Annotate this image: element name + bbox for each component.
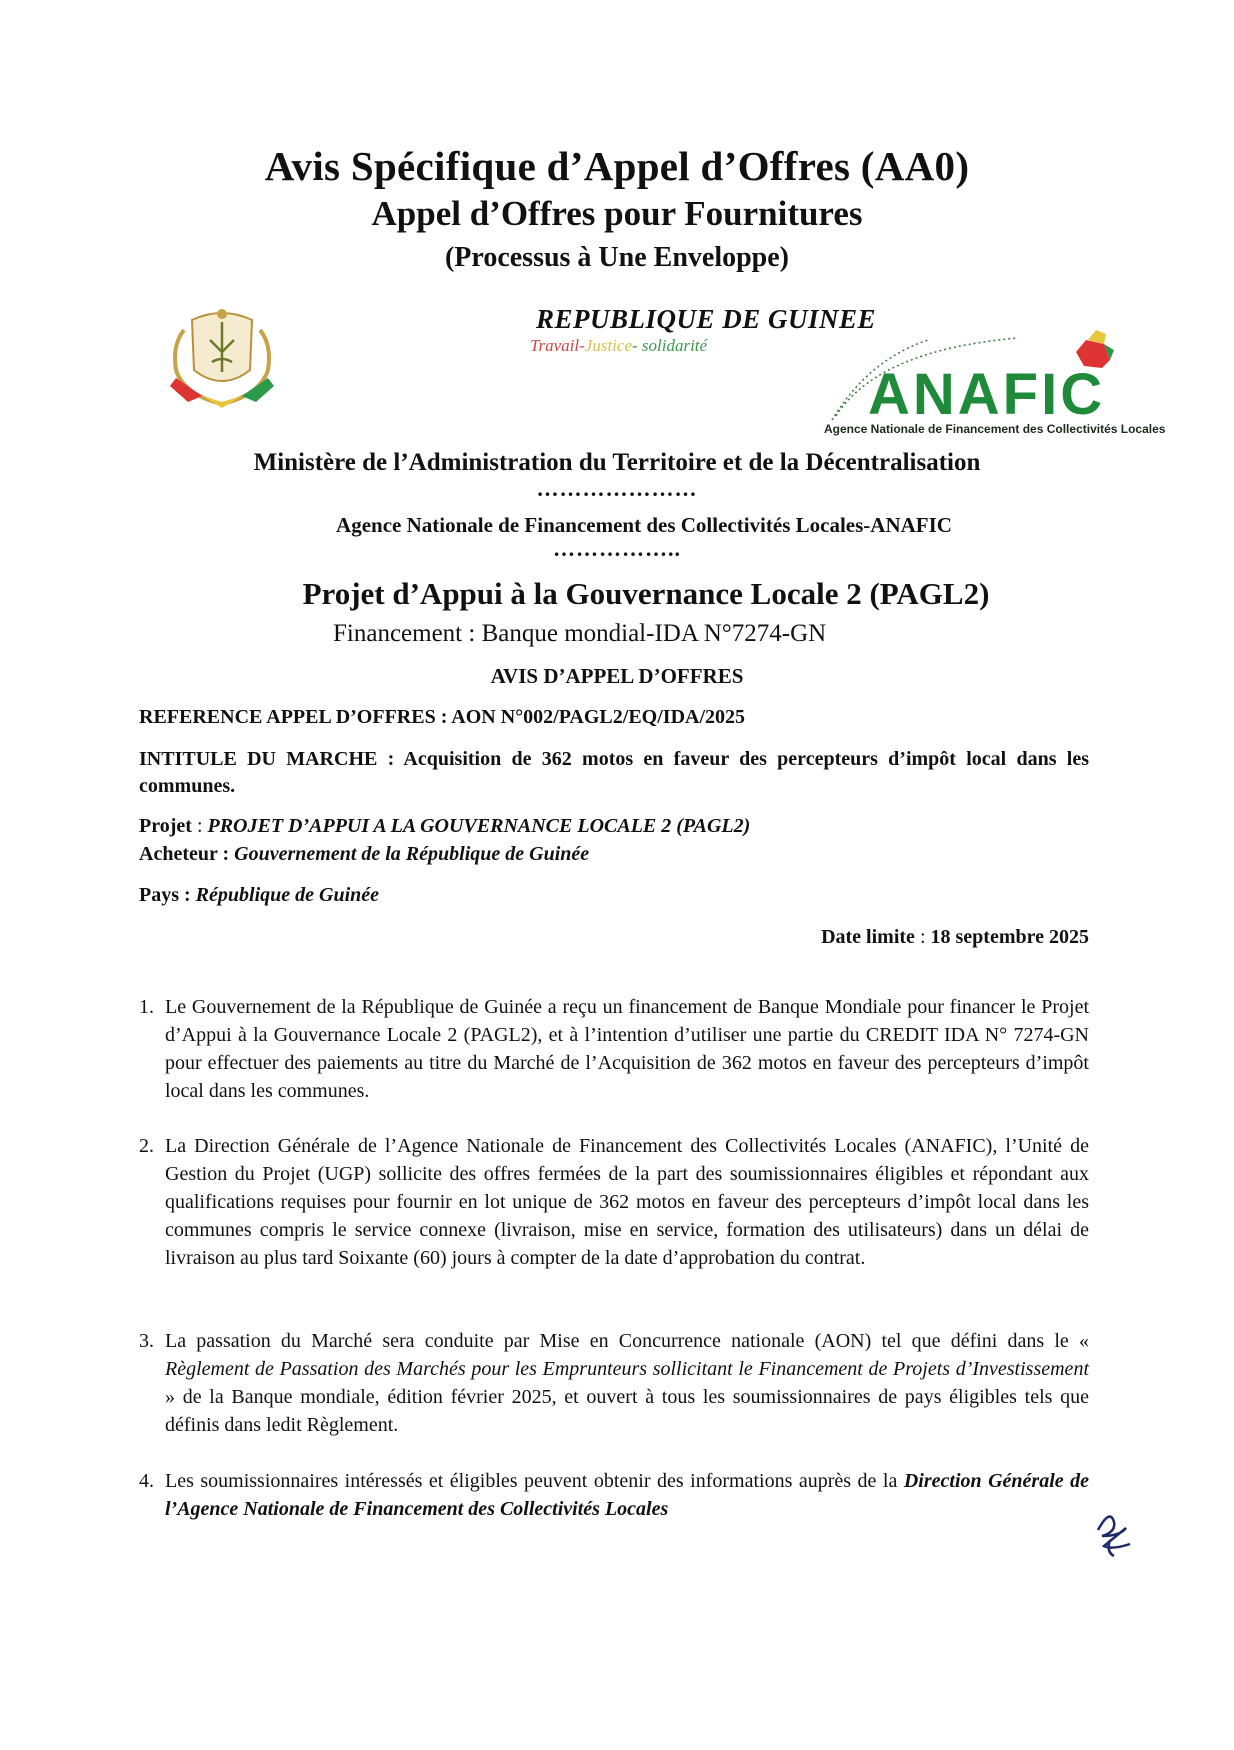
country-value: République de Guinée xyxy=(195,884,380,906)
document-subtitle: Appel d’Offres pour Fournitures xyxy=(371,194,863,233)
project-line xyxy=(139,815,750,838)
deadline-sep: : xyxy=(914,926,931,948)
regulation-title: Règlement de Passation des Marchés pour les Emprunteurs sollicitant le Financement de Projets d’Investissement xyxy=(165,1358,1089,1380)
deadline-value: 18 septembre 2025 xyxy=(930,926,1089,948)
paragraph-1 xyxy=(139,993,1089,1105)
agency-name: Agence Nationale de Financement des Collectivités Locales-ANAFIC xyxy=(336,513,952,537)
process-type: (Processus à Une Enveloppe) xyxy=(444,242,790,273)
project-label: Projet xyxy=(139,815,192,837)
project-value: PROJET D’APPUI A LA GOUVERNANCE LOCALE 2 (PAGL2) xyxy=(207,815,751,837)
project-title: Projet d’Appui à la Gouvernance Locale 2 (PAGL2) xyxy=(302,576,990,611)
country-label: Pays : xyxy=(139,884,196,906)
republic-motto xyxy=(530,336,707,356)
paragraph-2 xyxy=(139,1132,1089,1272)
paragraph-text-part: Les soumissionnaires intéressés et éligibles peuvent obtenir des informations auprès de la xyxy=(165,1470,904,1492)
paragraph-text xyxy=(165,1467,1089,1523)
tender-reference: REFERENCE APPEL D’OFFRES : AON N°002/PAGL2/EQ/IDA/2025 xyxy=(139,706,746,728)
guinea-coat-of-arms-icon xyxy=(162,300,282,412)
deadline-label: Date limite xyxy=(821,926,915,948)
motto-solidarite: - solidarité xyxy=(632,336,708,355)
contract-title: INTITULE DU MARCHE : Acquisition de 362 motos en faveur des percepteurs d’impôt local dans les communes. xyxy=(139,748,1089,797)
anafic-logo xyxy=(818,320,1170,434)
paragraph-text-part: » de la Banque mondiale, édition février 2025, et ouvert à tous les soumissionnaires de pays éligibles tels que définis dans ledit Règlement. xyxy=(165,1386,1089,1436)
buyer-value: Gouvernement de la République de Guinée xyxy=(234,843,590,865)
paragraph-text: Le Gouvernement de la République de Guinée a reçu un financement de Banque Mondiale pour financer le Projet d’Appui à la Gouvernance Locale 2 (PAGL2), et à l’intention d’utiliser une partie du CREDIT IDA N° 7274-GN pour effectuer des paiements au titre du Marché de l’Acquisition de 362 motos en faveur des percepteurs d’impôt local dans les communes. xyxy=(165,996,1089,1102)
notice-heading: AVIS D’APPEL D’OFFRES xyxy=(490,664,744,688)
deadline xyxy=(821,926,1089,949)
paragraph-4 xyxy=(139,1467,1089,1523)
contact-authority: Direction Générale de l’Agence Nationale de Financement des Collectivités Locales xyxy=(165,1470,1090,1520)
ministry-name: Ministère de l’Administration du Territoire et de la Décentralisation xyxy=(253,449,981,476)
buyer-label: Acheteur : xyxy=(139,843,235,865)
paragraph-number: 1. xyxy=(139,996,154,1018)
motto-justice: Justice xyxy=(584,336,632,355)
financing-line: Financement : Banque mondial-IDA N°7274-GN xyxy=(333,620,827,647)
paragraph-number: 2. xyxy=(139,1135,154,1157)
project-sep: : xyxy=(191,815,208,837)
country-line xyxy=(139,884,379,907)
paragraph-text xyxy=(165,1327,1089,1439)
paragraph-number: 4. xyxy=(139,1470,154,1492)
anafic-wordmark: ANAFIC xyxy=(868,362,1106,427)
paragraph-text: La Direction Générale de l’Agence Nationale de Financement des Collectivités Locales (ANAFIC), l’Unité de Gestion du Projet (UGP) sollicite des offres fermées de la part des soumissionnaires éligibles et répondant aux qualifications requises pour fournir en lot unique de 362 motos en faveur des percepteurs d’impôt local dans les communes compris le service connexe (livraison, mise en service, formation des utilisateurs) dans un délai de livraison au plus tard Soixante (60) jours à compter de la date d’approbation du contrat. xyxy=(165,1135,1089,1269)
buyer-line xyxy=(139,843,589,866)
document-title: Avis Spécifique d’Appel d’Offres (AA0) xyxy=(264,143,970,189)
initials-signature xyxy=(1090,1500,1140,1560)
republic-name: REPUBLIQUE DE GUINEE xyxy=(536,304,877,334)
anafic-tagline: Agence Nationale de Financement des Collectivités Locales xyxy=(824,422,1166,436)
motto-travail: Travail- xyxy=(530,336,585,355)
separator-dots: …………….. xyxy=(553,536,681,561)
paragraph-3 xyxy=(139,1327,1089,1439)
separator-dots: ………………… xyxy=(536,476,698,501)
paragraph-number: 3. xyxy=(139,1330,154,1352)
paragraph-text-part: La passation du Marché sera conduite par Mise en Concurrence nationale (AON) tel que défini dans le « xyxy=(165,1330,1089,1352)
